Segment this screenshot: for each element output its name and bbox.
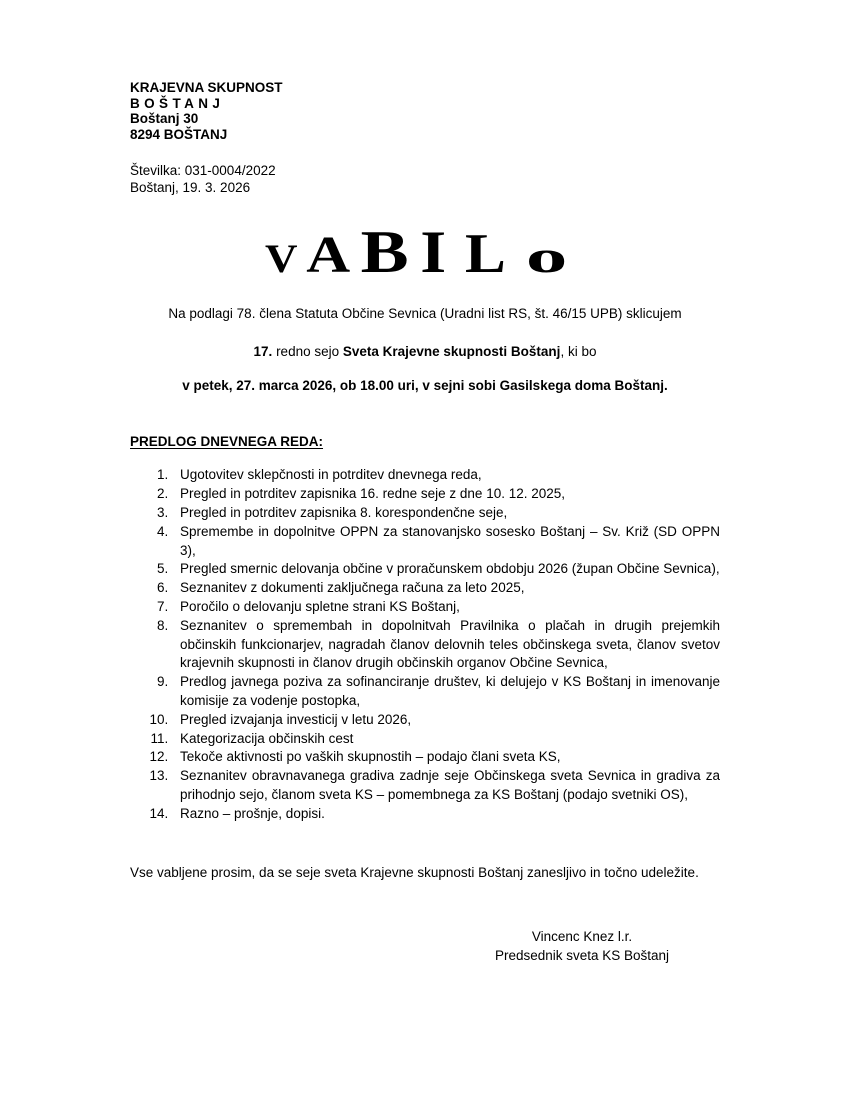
agenda-item: 10. Pregled izvajanja investicij v letu 2026, (172, 711, 720, 730)
wordart-letter-l: L (465, 223, 506, 286)
agenda-heading: PREDLOG DNEVNEGA REDA: (130, 434, 324, 450)
wordart-letter-b: B (360, 219, 409, 286)
signature-block (442, 927, 722, 965)
letterhead-organization: KRAJEVNA SKUPNOST (130, 80, 283, 95)
agenda-item: 4. Spremembe in dopolnitve OPPN za stanovanjsko sosesko Boštanj – Sv. Križ (SD OPPN 3), (172, 523, 720, 561)
agenda-item: 14. Razno – prošnje, dopisi. (172, 805, 720, 824)
intro-basis-line: Na podlagi 78. člena Statuta Občine Sevnica (Uradni list RS, št. 46/15 UPB) sklicujem (168, 306, 682, 322)
agenda-item: 2. Pregled in potrditev zapisnika 16. redne seje z dne 10. 12. 2025, (172, 485, 720, 504)
session-council: Sveta Krajevne skupnosti Boštanj (342, 344, 561, 360)
vabilo-letters (265, 220, 567, 286)
wordart-letter-o: o (525, 232, 568, 284)
signature-role: Predsednik sveta KS Boštanj (494, 948, 670, 964)
agenda-item: 3. Pregled in potrditev zapisnika 8. korespondenčne seje, (172, 504, 720, 523)
title-wordart (130, 214, 720, 296)
agenda-item: 12. Tekoče aktivnosti po vaških skupnostih – podajo člani sveta KS, (172, 748, 720, 767)
letterhead-place: BOŠTANJ (130, 95, 225, 111)
letterhead-postal: 8294 BOŠTANJ (130, 126, 228, 142)
wordart-letter-a: A (306, 225, 351, 285)
signature-name: Vincenc Knez l.r. (531, 929, 633, 945)
agenda-item: 5. Pregled smernic delovanja občine v proračunskem obdobju 2026 (župan Občine Sevnica), (172, 560, 720, 579)
reference-block (130, 162, 720, 196)
agenda-item: 6. Seznanitev z dokumenti zaključnega računa za leto 2025, (172, 579, 720, 598)
vabilo-wordart-svg (255, 214, 595, 294)
document-body (130, 80, 720, 965)
session-text-2: , ki bo (560, 344, 597, 360)
agenda-item: 7. Poročilo o delovanju spletne strani KS Boštanj, (172, 598, 720, 617)
closing-paragraph: Vse vabljene prosim, da se seje sveta Krajevne skupnosti Boštanj zanesljivo in točno udeležite. (130, 864, 699, 880)
agenda-list (130, 466, 720, 823)
letterhead (130, 80, 720, 142)
agenda-item: 11. Kategorizacija občinskih cest (172, 730, 720, 749)
intro-datetime-line: v petek, 27. marca 2026, ob 18.00 uri, v sejni sobi Gasilskega doma Boštanj. (182, 378, 668, 394)
agenda-item: 1. Ugotovitev sklepčnosti in potrditev dnevnega reda, (172, 466, 720, 485)
intro-session-line (130, 342, 720, 362)
agenda-item: 13. Seznanitev obravnavanega gradiva zadnje seje Občinskega sveta Sevnica in gradiva za prihodnjo sejo, članom sveta KS – pomembnega za KS Boštanj (podajo svetniki OS), (172, 767, 720, 805)
agenda-item: 8. Seznanitev o spremembah in dopolnitvah Pravilnika o plačah in drugih prejemkih občinskih funkcionarjev, nagradah članov delovnih teles občinskega sveta, članov svetov krajevnih skupnosti in članov drugih občinskih organov Občine Sevnica, (172, 617, 720, 673)
session-text-1: redno sejo (272, 344, 343, 360)
letterhead-street: Boštanj 30 (130, 111, 199, 127)
reference-number: Številka: 031-0004/2022 (130, 163, 276, 179)
wordart-letter-i: I (420, 220, 447, 287)
agenda-item: 9. Predlog javnega poziva za sofinanciranje društev, ki delujejo v KS Boštanj in imenovanje komisije za vodenje postopka, (172, 673, 720, 711)
reference-place-date: Boštanj, 19. 3. 2026 (130, 180, 251, 196)
wordart-letter-v: V (265, 237, 298, 282)
session-number: 17. (253, 344, 273, 360)
